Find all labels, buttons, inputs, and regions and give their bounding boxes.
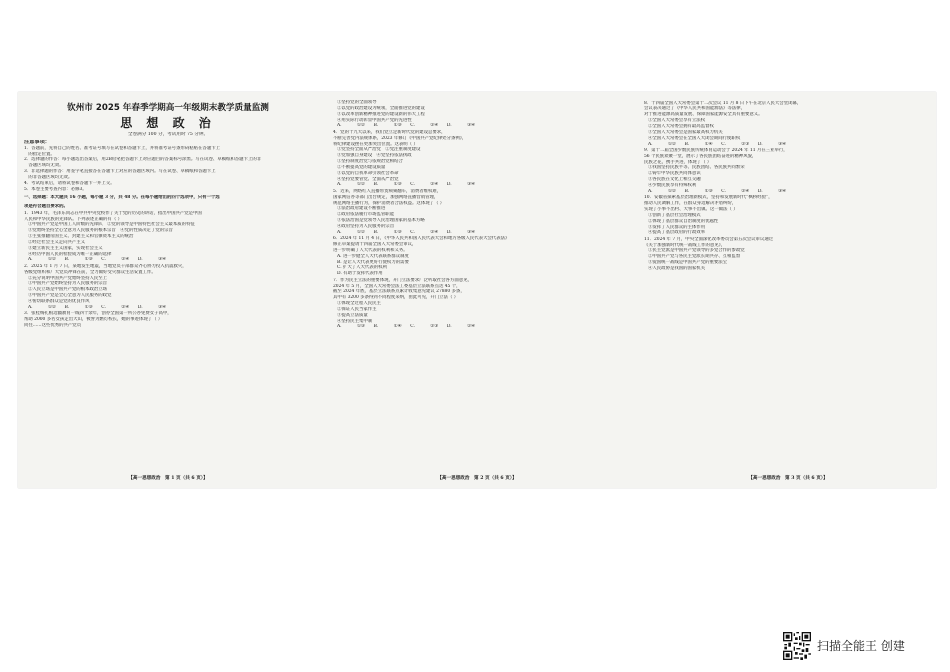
question-line: 3．张桂梅扎根边疆教育一线四十余年，创办全国第一所公办免费女子高中， bbox=[24, 311, 172, 317]
question-line: 将纪律建设摆在更加突出位置。这表明（ ） bbox=[333, 141, 418, 147]
question-line: 国家网信办等部门出台规定，加强网络直播营销管理， bbox=[333, 194, 439, 200]
question-line: 其中有 3200 多条得到不同程度采纳，由此可见，开门立法（ ） bbox=[333, 295, 459, 301]
page-column-3 bbox=[644, 100, 932, 482]
option-line: ②全国人大常委会拥有最高监督权 bbox=[648, 123, 714, 129]
question-line: 7．作为民主立法的重要体现，开门立法要求广泛听取社会各方面意见， bbox=[333, 277, 472, 283]
question-line: 修正草案提请十四届全国人大常委会审议， bbox=[333, 242, 417, 248]
question-line: 民族之花，携手共进，体现了（ ） bbox=[644, 159, 712, 165]
answer-choices: A. ①② B. ①③ C. ②④ D. ③④ bbox=[337, 123, 475, 129]
scanner-watermark bbox=[783, 632, 933, 660]
question-line: 8．十四届全国人大常委会第十二次会议 11 月 8 日下午在北京人民大会堂闭幕， bbox=[644, 100, 802, 106]
option-line: ③以改革创新精神推进党的建设新的伟大工程 bbox=[337, 111, 425, 117]
option-line: A. 进一步健全人大代表联系群众制度 bbox=[337, 253, 409, 259]
question-line: 2024 年 5 月，全国人大常委会法工委基层立法联系点达 45 个， bbox=[333, 283, 461, 289]
option-line: ①体现全过程人民民主 bbox=[337, 301, 381, 307]
subject-title: 思 想 政 治 bbox=[120, 116, 216, 130]
question-line: 同往……这些优秀的共产党员 bbox=[24, 322, 82, 328]
option-line: ③爱国统一战线是中国共产党的重要法宝 bbox=[648, 260, 728, 266]
answer-choices: A. ①② B. ①③ C. ②④ D. ③④ bbox=[28, 304, 166, 310]
question-line: 截至 2024 年底，基层立法联系点累计收集意见建议 27880 多条， bbox=[333, 289, 465, 295]
option-line: ②人民立场是中国共产党的根本政治立场 bbox=[28, 287, 108, 293]
page-footer: 【高一思想政治 第 2 页（共 6 页）】 bbox=[437, 476, 517, 482]
option-line: ①法治政府建设不断推进 bbox=[337, 206, 386, 212]
option-line: ④经历中国人民的检验成为唯一正确的选择 bbox=[28, 251, 112, 257]
question-line: 对于推进能源高质量发展、保障国家能源安全具有重要意义。 bbox=[644, 112, 763, 118]
option-line: ①中国共产党始终坚持为人民服务的宗旨 bbox=[28, 281, 108, 287]
question-line: 5．近来，网络红人直播带货频频翻车，消费者维权难， bbox=[333, 188, 442, 194]
option-line: ④坚持党要管党、全面从严治党 bbox=[337, 176, 399, 182]
question-line: 9．第十二届全国少数民族传统体育运动会于 2024 年 11 月在三亚举行， bbox=[644, 147, 788, 153]
option-line: C. 扩大了人大代表的权利 bbox=[337, 265, 387, 271]
option-line: D. 有助于发挥代表作用 bbox=[337, 271, 383, 277]
option-line: ③建立新民主主义国家，实现社会主义 bbox=[28, 245, 103, 251]
option-line: ③提高立法质量 bbox=[337, 312, 368, 318]
section-title: 一、选择题：本大题共 16 小题，每小题 3 分，共 48 分。在每小题给出的四个选项中，只有一个选 bbox=[24, 195, 220, 201]
option-line: ②以党的政治建设为统领，全面推进党的建设 bbox=[337, 105, 425, 111]
question-line: 进一步明确了人大代表的权利和义务。 bbox=[333, 247, 408, 253]
question-line: 推动人民调解工作，在群众身边解决矛盾纠纷， bbox=[644, 201, 737, 207]
page-footer: 【高一思想政治 第 1 页（共 6 页）】 bbox=[128, 476, 208, 482]
notice-line: 3．非选择题的作答：用签字笔直接答在答题卡上对应的答题区域内。写在试卷、草稿纸和答题卡上 bbox=[24, 169, 216, 175]
question-line: 6．2024 年 11 月 4 日，《中华人民共和国人民代表大会和地方各级人民代表大会代表法》 bbox=[333, 236, 510, 242]
option-line: ③全国人大常委会是国家最高权力机关 bbox=[648, 129, 723, 135]
option-line: ①中国共产党是中国工人阶级的先锋队 ②党的领导是中国特色社会主义最本质的特征 bbox=[28, 222, 195, 228]
option-line: ③依法治国是党领导人民治理国家的基本方略 bbox=[337, 218, 425, 224]
option-line: ④全国人大常委会在全国人大闭会期间行使职权 bbox=[648, 135, 741, 141]
option-line: ①党坚持全面从严治党 ②党注重制度建设 bbox=[337, 147, 421, 153]
page-footer: 【高一思想政治 第 3 页（共 6 页）】 bbox=[748, 476, 828, 482]
option-line: ②体现了基层群众自治制度的优越性 bbox=[648, 218, 719, 224]
question-line: 各级党组织和广大党员冲锋在前，全力做好受灾群众生活安置工作。 bbox=[24, 269, 156, 275]
question-line: 1．1943 年，毛泽东同志在中共中央党校作了关于党的历史的讲话，指出中国共产党是中国 bbox=[24, 210, 202, 216]
option-line: ④密切联系群众是党的优良作风 bbox=[28, 298, 90, 304]
option-line: ④提高了基层政府的行政效率 bbox=[648, 230, 706, 236]
answer-choices: A. ①② B. ①③ C. ②④ D. ③④ bbox=[648, 188, 786, 194]
option-line: ④用实际行动彰显中国共产党的先进性 bbox=[337, 117, 412, 123]
notice-title: 注意事项： bbox=[24, 139, 50, 145]
option-line: ③以党的自我革命引领社会革命 bbox=[337, 170, 399, 176]
qr-code-icon bbox=[783, 632, 811, 660]
answer-choices: A. ①② B. ①③ C. ②④ D. ③④ bbox=[28, 257, 166, 263]
option-line: ②不断提高党的建设质量 bbox=[337, 164, 386, 170]
answer-choices: A. ①③ B. ①④ C. ②③ D. ②④ bbox=[337, 324, 475, 330]
option-line: ①创新了基层社会治理模式 bbox=[648, 212, 701, 218]
scanner-watermark-text: 扫描全能王 创建 bbox=[817, 639, 905, 653]
option-line: B. 是让人大代表更好行使权力的需要 bbox=[337, 259, 409, 265]
option-line: ①主张推翻帝国主义、封建主义和官僚资本主义的统治 bbox=[28, 234, 134, 240]
notice-line: 4．考试结束后，请将试卷和答题卡一并上交。 bbox=[24, 180, 115, 186]
option-line: ④政府坚持为人民服务的宗旨 bbox=[337, 223, 395, 229]
option-line: ③中国共产党是全心全意为人民服务的政党 bbox=[28, 293, 112, 299]
option-line: ④人民政协是我国的国家机关 bbox=[648, 266, 706, 271]
option-line: ③党始终坚持全心全意为人民服务的根本宗旨 ④党的性质决定了党的宗旨 bbox=[28, 228, 173, 234]
notice-line: 5．本卷主要考查内容：必修3。 bbox=[24, 186, 87, 192]
option-line: ②保证人民当家作主 bbox=[337, 306, 377, 312]
exam-paper-sheet bbox=[18, 92, 936, 488]
option-line: ④少数民族享有特殊权利 bbox=[648, 183, 697, 188]
page-column-1 bbox=[24, 100, 312, 482]
question-line: 人民和中华民族的先锋队。下列表述正确的有（ ） bbox=[24, 216, 122, 222]
option-line: ①我国坚持民族平等、民族团结、各民族共同繁荣 bbox=[648, 165, 745, 171]
option-line: ①坚持制度治党与依规治党相结合 bbox=[337, 159, 403, 165]
option-line: ④坚持民主集中制 bbox=[337, 318, 373, 324]
question-line: 实现了小事不出村、大事不出镇。这一做法（ ） bbox=[644, 206, 738, 212]
question-line: 不断完善党内法规体系，2023 年修订《中国共产党纪律处分条例》， bbox=[333, 135, 467, 141]
option-line: ③各民族在文化上相互交融 bbox=[648, 177, 701, 183]
notice-line: 答题区域均无效。 bbox=[24, 163, 64, 169]
question-line: 《关于加强新时代统一战线工作的意见》， bbox=[644, 242, 726, 248]
exam-meta: 全卷满分 100 分，考试用时 75 分钟。 bbox=[127, 132, 209, 137]
notice-line: 的非答题区域均无效。 bbox=[24, 174, 73, 180]
question-line: 规范网络主播行为，保护消费者合法权益。这体现了（ ） bbox=[333, 200, 445, 206]
answer-choices: A. ①② B. ①③ C. ②④ D. ③④ bbox=[337, 229, 475, 235]
option-line: ②中国共产党与各民主党派长期共存、互相监督 bbox=[648, 254, 741, 260]
question-line: 4．党的十九大以来，我们党立足新时代党的建设总要求， bbox=[333, 129, 446, 135]
notice-line: 的指定位置。 bbox=[24, 151, 55, 157]
question-line: 11．2024 年 7 月，中央全面深化改革委员会第五次会议审议通过 bbox=[644, 236, 774, 242]
option-line: ③党加强自身建设 ④党坚持依法执政 bbox=[337, 153, 412, 159]
page-column-2 bbox=[333, 100, 621, 482]
option-line: ③发挥了人民群众的主体作用 bbox=[648, 224, 706, 230]
notice-line: 2．选择题的作答：每小题选出答案后，用2B铅笔把答题卡上对应题目的答案标号涂黑。写在试卷、草稿纸和答题卡上的非 bbox=[24, 157, 262, 163]
option-line: ①坚持党的全面领导 bbox=[337, 100, 377, 105]
question-line: 帮助 2000 多名女孩走出大山，被誉为燃灯校长，她的事迹体现了（ ） bbox=[24, 317, 163, 323]
exam-title: 钦州市 2025 年春季学期高一年级期末教学质量监测 bbox=[67, 103, 269, 113]
option-line: ①全国人大常委会享有立法权 bbox=[648, 118, 706, 124]
option-line: ②经过社会主义走向共产主义 bbox=[28, 239, 86, 245]
section-title-cont: 项是符合题目要求的。 bbox=[24, 204, 68, 210]
question-line: 56 个民族欢聚一堂，展示了各民族团结奋进的精神风貌， bbox=[644, 153, 757, 159]
option-line: ②铸牢中华民族共同体意识 bbox=[648, 171, 701, 177]
answer-choices: A. ①② B. ①④ C. ②③ D. ③④ bbox=[648, 141, 786, 147]
question-line: 会议表决通过了《中华人民共和国能源法》等法律， bbox=[644, 106, 745, 112]
option-line: ②政府依法履行市场监管职能 bbox=[337, 212, 395, 218]
option-line: ①民主党派是中国共产党领导的多党合作的参政党 bbox=[648, 248, 745, 254]
answer-choices: A. ①② B. ①③ C. ②④ D. ③④ bbox=[337, 182, 475, 188]
question-line: 2．2025 年 1 月 7 日，某地发生地震，当地党员干部群众齐心协力投入抗震救灾， bbox=[24, 263, 187, 269]
question-line: 10．安徽省探索基层治理新模式，坚持和发展新时代“枫桥经验”， bbox=[644, 195, 773, 201]
notice-line: 1．答题前，先将自己的姓名、准考证号填写在试卷和答题卡上，并将准考证号条形码粘贴在答题卡上 bbox=[24, 145, 220, 151]
option-line: ②充分说明中国共产党始终坚持人民至上 bbox=[28, 275, 108, 281]
